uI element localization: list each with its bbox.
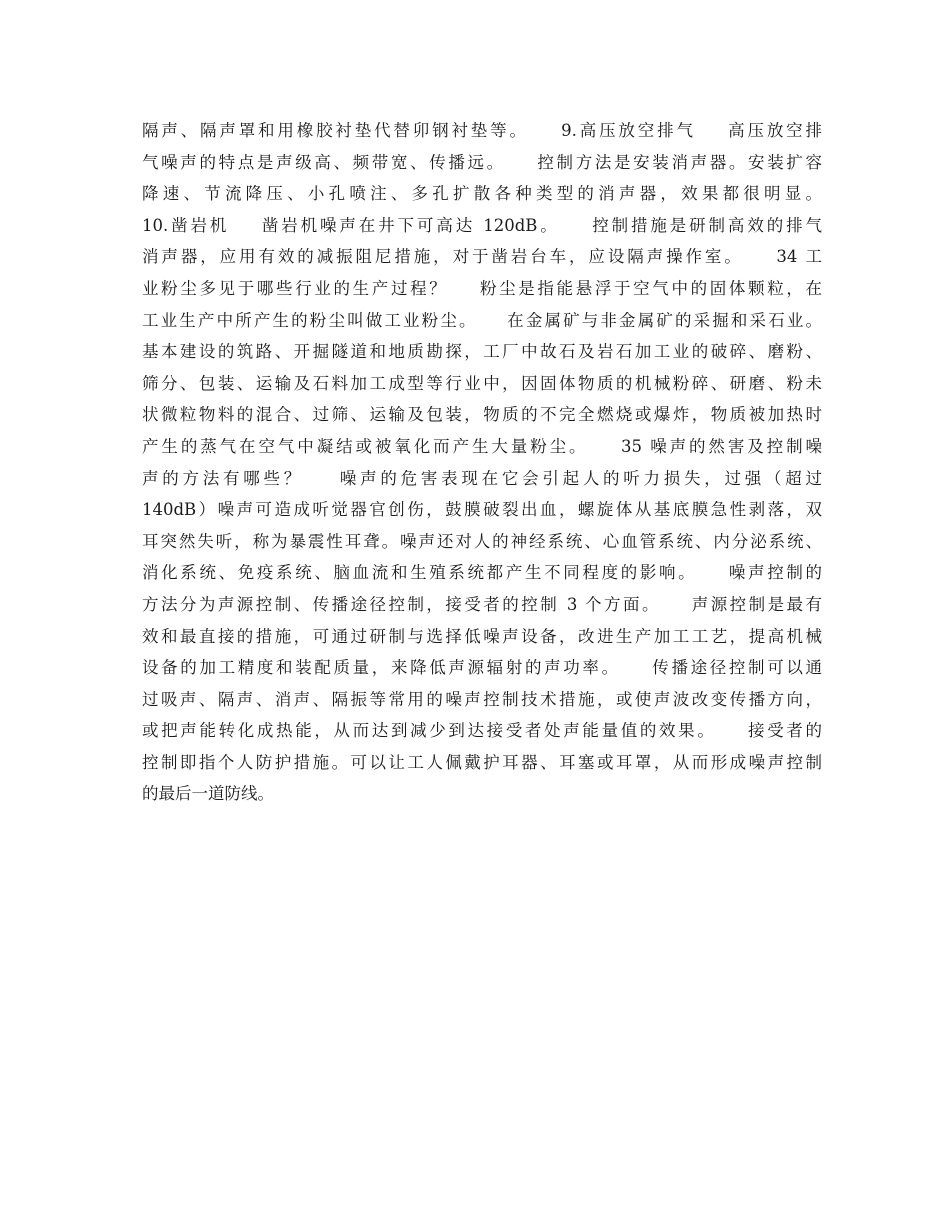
text-line: 气噪声的特点是声级高、频带宽、传播远。 控制方法是安装消声器。安装扩容	[142, 152, 822, 172]
text-line: 过吸声、隔声、消声、隔振等常用的噪声控制技术措施，或使声波改变传播方向，	[142, 689, 822, 709]
text-line: 10.凿岩机 凿岩机噪声在井下可高达 120dB。 控制措施是研制高效的排气	[142, 215, 822, 235]
text-line: 状微粒物料的混合、过筛、运输及包装，物质的不完全燃烧或爆炸，物质被加热时	[142, 405, 822, 425]
text-line: 效和最直接的措施，可通过研制与选择低噪声设备，改进生产加工工艺，提高机械	[142, 626, 822, 646]
text-line: 业粉尘多见于哪些行业的生产过程？ 粉尘是指能悬浮于空气中的固体颗粒，在	[142, 278, 822, 298]
text-line: 消声器，应用有效的减振阻尼措施，对于凿岩台车，应设隔声操作室。 34 工	[142, 247, 822, 267]
text-line: 工业生产中所产生的粉尘叫做工业粉尘。 在金属矿与非金属矿的采掘和采石业。	[142, 310, 822, 330]
body-text	[142, 115, 822, 810]
text-line: 设备的加工精度和装配质量，来降低声源辐射的声功率。 传播途径控制可以通	[142, 658, 822, 678]
text-line: 或把声能转化成热能，从而达到减少到达接受者处声能量值的效果。 接受者的	[142, 721, 822, 741]
text-line: 耳突然失听，称为暴震性耳聋。噪声还对人的神经系统、心血管系统、内分泌系统、	[142, 531, 822, 551]
text-line: 隔声、隔声罩和用橡胶衬垫代替卯钢衬垫等。 9.高压放空排气 高压放空排	[142, 121, 822, 140]
text-line: 方法分为声源控制、传播途径控制，接受者的控制 3 个方面。 声源控制是最有	[142, 594, 822, 614]
text-line: 声的方法有哪些？ 噪声的危害表现在它会引起人的听力损失，过强（超过	[142, 468, 822, 488]
text-line: 降速、节流降压、小孔喷注、多孔扩散各种类型的消声器，效果都很明显。	[142, 184, 822, 204]
text-line: 消化系统、免疫系统、脑血流和生殖系统都产生不同程度的影响。 噪声控制的	[142, 563, 822, 583]
text-line: 基本建设的筑路、开掘隧道和地质勘探，工厂中故石及岩石加工业的破碎、磨粉、	[142, 342, 822, 362]
text-line: 产生的蒸气在空气中凝结或被氧化而产生大量粉尘。 35 噪声的然害及控制噪	[142, 436, 822, 456]
text-line: 控制即指个人防护措施。可以让工人佩戴护耳器、耳塞或耳罩，从而形成噪声控制	[142, 752, 822, 772]
text-line-last: 的最后一道防线。	[142, 784, 274, 804]
text-line: 筛分、包装、运输及石料加工成型等行业中，因固体物质的机械粉碎、研磨、粉未	[142, 373, 822, 393]
text-line: 140dB）噪声可造成听觉器官创伤，鼓膜破裂出血，螺旋体从基底膜急性剥落，双	[142, 500, 822, 520]
